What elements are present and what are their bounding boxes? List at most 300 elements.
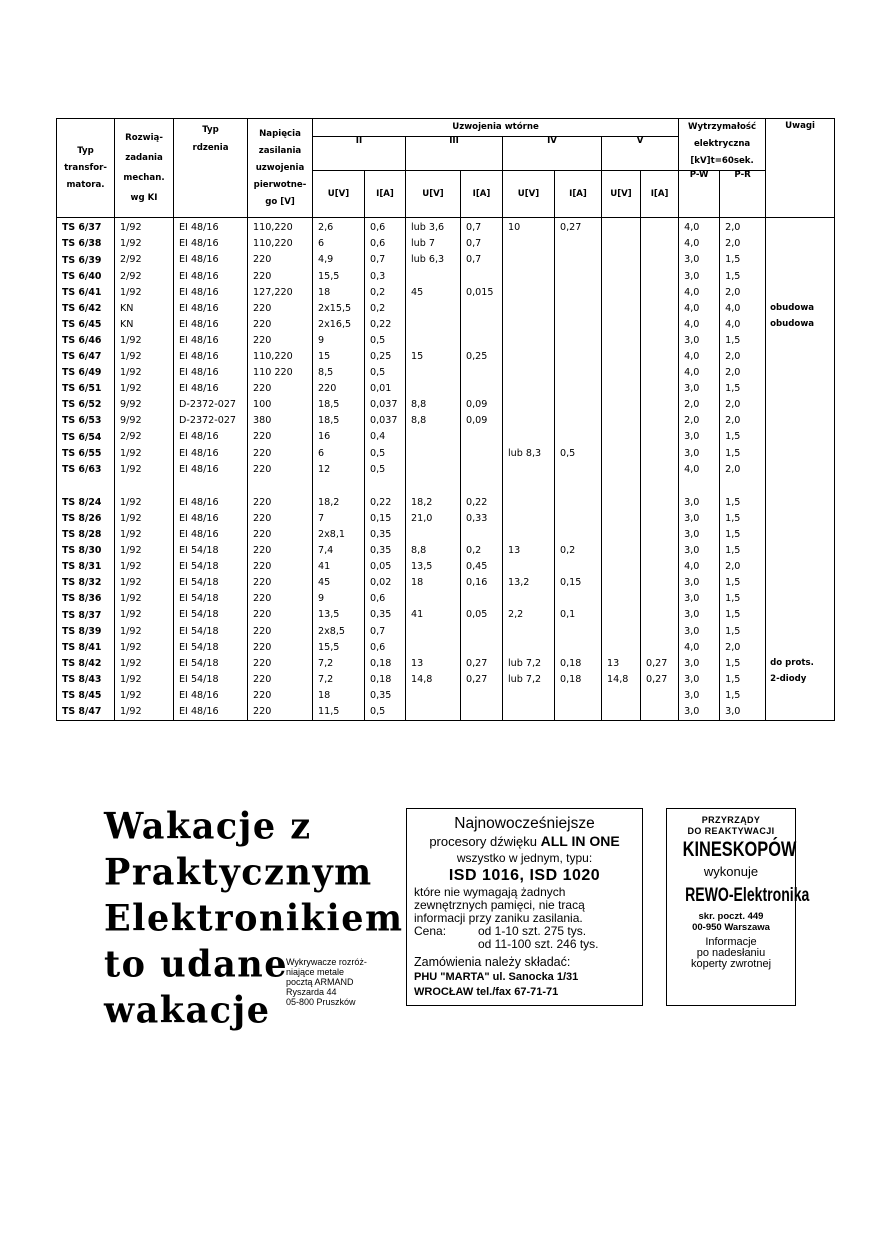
table-cell	[641, 317, 679, 333]
slogan-line: Elektronikiem	[104, 897, 404, 941]
table-cell: 0,037	[365, 397, 406, 413]
table-cell	[555, 284, 602, 300]
table-cell: 3,0	[679, 575, 720, 591]
table-cell	[766, 591, 835, 607]
table-cell: 1,5	[720, 591, 766, 607]
table-cell: 13	[406, 655, 461, 671]
table-cell: 1,5	[720, 688, 766, 704]
table-cell: 127,220	[248, 284, 313, 300]
table-cell: 0,09	[461, 413, 503, 429]
table-cell: 1,5	[720, 429, 766, 445]
table-cell: 220	[248, 511, 313, 527]
table-cell	[641, 445, 679, 461]
ad-address: skr. poczt. 449	[698, 911, 764, 922]
header-i: I[A]	[461, 171, 503, 218]
table-cell: EI 54/18	[174, 672, 248, 688]
table-cell: EI 54/18	[174, 575, 248, 591]
table-cell	[555, 495, 602, 511]
table-cell	[641, 413, 679, 429]
table-cell: 9/92	[115, 397, 174, 413]
table-cell	[555, 317, 602, 333]
table-cell: 1/92	[115, 365, 174, 381]
table-cell: 0,5	[555, 445, 602, 461]
table-cell: 2/92	[115, 252, 174, 268]
table-cell: 1,5	[720, 575, 766, 591]
ad-line: procesory dźwięku ALL IN ONE	[429, 833, 620, 849]
table-cell	[503, 365, 555, 381]
table-cell	[461, 478, 503, 495]
transformer-type-cell: TS 8/30	[57, 543, 115, 559]
table-cell	[461, 591, 503, 607]
transformer-type-cell: TS 6/40	[57, 268, 115, 284]
table-row	[57, 333, 835, 349]
table-cell	[602, 284, 641, 300]
table-cell	[406, 704, 461, 721]
table-cell: 0,2	[365, 284, 406, 300]
transformer-type-cell: TS 6/53	[57, 413, 115, 429]
transformer-type-cell	[57, 478, 115, 495]
table-cell	[503, 639, 555, 655]
table-cell: 220	[248, 268, 313, 284]
table-cell: 2,0	[720, 236, 766, 252]
table-cell	[641, 511, 679, 527]
table-cell	[641, 300, 679, 316]
table-cell: EI 48/16	[174, 236, 248, 252]
table-cell: 2x16,5	[313, 317, 365, 333]
table-cell	[602, 365, 641, 381]
table-cell: 3,0	[679, 333, 720, 349]
slogan-line: Wakacje z	[104, 805, 312, 849]
table-cell	[503, 317, 555, 333]
table-row	[57, 623, 835, 639]
table-cell: 1,5	[720, 333, 766, 349]
transformer-type-cell: TS 8/39	[57, 623, 115, 639]
table-row	[57, 672, 835, 688]
table-cell: KN	[115, 317, 174, 333]
table-row	[57, 413, 835, 429]
table-cell: 2,0	[679, 397, 720, 413]
table-cell	[602, 333, 641, 349]
table-cell: 220	[248, 429, 313, 445]
slogan-line: to udane	[104, 943, 289, 987]
table-cell: 220	[248, 591, 313, 607]
ad-address: PHU "MARTA" ul. Sanocka 1/31	[414, 971, 579, 983]
table-cell: obudowa	[766, 300, 835, 316]
transformer-type-cell: TS 8/28	[57, 527, 115, 543]
table-cell: 4,0	[679, 365, 720, 381]
table-cell	[641, 333, 679, 349]
table-cell	[641, 575, 679, 591]
table-cell	[766, 365, 835, 381]
table-cell	[461, 381, 503, 397]
table-cell: 0,5	[365, 461, 406, 477]
table-cell	[503, 559, 555, 575]
table-cell	[602, 639, 641, 655]
table-cell	[406, 591, 461, 607]
table-cell	[602, 349, 641, 365]
table-cell	[766, 413, 835, 429]
table-cell	[503, 429, 555, 445]
table-cell: EI 48/16	[174, 511, 248, 527]
table-cell: 2,2	[503, 607, 555, 623]
table-cell: 1,5	[720, 655, 766, 671]
table-cell: EI 48/16	[174, 429, 248, 445]
transformer-type-cell: TS 6/49	[57, 365, 115, 381]
table-cell: 1/92	[115, 591, 174, 607]
ad-price: Cena: od 1-10 szt. 275 tys.	[414, 924, 587, 938]
table-cell	[555, 429, 602, 445]
table-cell: 1,5	[720, 623, 766, 639]
table-cell: EI 48/16	[174, 333, 248, 349]
table-cell: 1/92	[115, 218, 174, 237]
table-cell	[406, 429, 461, 445]
table-cell	[461, 527, 503, 543]
table-cell: 0,18	[365, 672, 406, 688]
table-cell: 0,35	[365, 543, 406, 559]
header-u: U[V]	[503, 171, 555, 218]
table-cell	[555, 511, 602, 527]
table-cell: 0,7	[461, 236, 503, 252]
table-row	[57, 397, 835, 413]
table-cell	[602, 252, 641, 268]
table-cell: 7,2	[313, 655, 365, 671]
table-cell: 4,0	[679, 639, 720, 655]
header-mechanical-solution: Rozwią- zadania mechan. wg KI	[115, 119, 174, 218]
table-cell: 3,0	[679, 607, 720, 623]
transformer-type-cell: TS 8/36	[57, 591, 115, 607]
table-cell	[602, 461, 641, 477]
table-cell	[602, 623, 641, 639]
table-cell: 0,05	[365, 559, 406, 575]
table-cell	[406, 527, 461, 543]
table-cell: 45	[406, 284, 461, 300]
ad-line: zewnętrznych pamięci, nie tracą	[414, 898, 585, 912]
table-cell	[641, 607, 679, 623]
table-cell: 100	[248, 397, 313, 413]
table-cell: 1/92	[115, 527, 174, 543]
table-cell	[766, 349, 835, 365]
table-cell: 0,09	[461, 397, 503, 413]
table-cell: 18,5	[313, 413, 365, 429]
table-cell	[641, 397, 679, 413]
ad-company: REWO-Elektronika	[685, 885, 810, 906]
table-cell	[766, 704, 835, 721]
table-cell	[602, 527, 641, 543]
table-cell: 7	[313, 511, 365, 527]
table-cell: 3,0	[679, 381, 720, 397]
table-cell: 0,6	[365, 236, 406, 252]
table-cell: 1,5	[720, 252, 766, 268]
transformer-type-cell: TS 6/42	[57, 300, 115, 316]
header-supply-voltage: Napięcia zasilania uzwojenia pierwotne- go [V]	[248, 119, 313, 218]
table-cell	[461, 461, 503, 477]
table-row	[57, 559, 835, 575]
table-cell: EI 54/18	[174, 543, 248, 559]
table-cell	[406, 688, 461, 704]
table-cell: 3,0	[679, 623, 720, 639]
table-cell: 110,220	[248, 218, 313, 237]
table-cell: lub 7,2	[503, 655, 555, 671]
table-cell: 1,5	[720, 268, 766, 284]
ad-line: Zamówienia należy składać:	[414, 955, 571, 969]
header-electric-strength: Wytrzymałość elektryczna [kV]t=60sek.	[679, 119, 766, 171]
table-cell	[555, 268, 602, 284]
table-cell	[406, 639, 461, 655]
table-cell	[641, 704, 679, 721]
table-cell: lub 6,3	[406, 252, 461, 268]
transformer-type-cell: TS 6/55	[57, 445, 115, 461]
table-cell	[555, 478, 602, 495]
transformer-type-cell: TS 6/54	[57, 429, 115, 445]
table-cell: 13,5	[313, 607, 365, 623]
table-cell: 8,8	[406, 413, 461, 429]
table-cell	[555, 704, 602, 721]
table-cell: 2x8,5	[313, 623, 365, 639]
table-cell: 3,0	[679, 252, 720, 268]
table-cell: 2x15,5	[313, 300, 365, 316]
table-cell	[503, 704, 555, 721]
table-cell: 0,1	[555, 607, 602, 623]
table-cell: 2,0	[720, 365, 766, 381]
table-cell: 0,15	[555, 575, 602, 591]
table-cell	[461, 623, 503, 639]
table-cell	[406, 445, 461, 461]
table-cell	[766, 559, 835, 575]
transformer-type-cell: TS 8/41	[57, 639, 115, 655]
table-cell: 15	[406, 349, 461, 365]
table-row	[57, 575, 835, 591]
rewo-kinescope-ad	[666, 808, 810, 1006]
table-cell: 3,0	[679, 543, 720, 559]
table-cell: 220	[248, 543, 313, 559]
table-cell: 13	[602, 655, 641, 671]
table-cell	[461, 365, 503, 381]
table-cell	[641, 381, 679, 397]
table-cell: 2x8,1	[313, 527, 365, 543]
table-cell	[766, 543, 835, 559]
table-row	[57, 495, 835, 511]
table-cell	[555, 333, 602, 349]
table-row	[57, 381, 835, 397]
table-cell	[602, 591, 641, 607]
table-row	[57, 639, 835, 655]
table-cell: 1,5	[720, 495, 766, 511]
table-cell: 9	[313, 591, 365, 607]
header-transformer-type: Typ transfor- matora.	[57, 119, 115, 218]
table-cell: 2,0	[679, 413, 720, 429]
table-cell	[766, 333, 835, 349]
table-cell: 4,0	[679, 461, 720, 477]
table-cell: 7,4	[313, 543, 365, 559]
table-cell: 12	[313, 461, 365, 477]
table-cell: 0,16	[461, 575, 503, 591]
table-cell: 2,6	[313, 218, 365, 237]
ad-line: 05-800 Pruszków	[286, 997, 356, 1007]
header-pr: P-R	[720, 171, 766, 218]
table-cell: 0,4	[365, 429, 406, 445]
table-row	[57, 429, 835, 445]
table-cell	[641, 688, 679, 704]
table-cell	[503, 333, 555, 349]
table-row	[57, 688, 835, 704]
table-cell: 0,27	[461, 672, 503, 688]
table-cell	[602, 511, 641, 527]
table-cell: 3,0	[679, 527, 720, 543]
table-cell	[766, 445, 835, 461]
table-cell	[555, 349, 602, 365]
transformer-type-cell: TS 8/43	[57, 672, 115, 688]
table-cell: 13,5	[406, 559, 461, 575]
table-cell: EI 48/16	[174, 381, 248, 397]
table-cell: 41	[406, 607, 461, 623]
table-cell: 3,0	[679, 445, 720, 461]
table-cell	[766, 495, 835, 511]
table-cell: 1/92	[115, 461, 174, 477]
ad-line: informacji przy zaniku zasilania.	[414, 911, 583, 925]
table-cell	[641, 495, 679, 511]
ad-heading: KINESKOPÓW	[682, 838, 797, 861]
table-cell	[248, 478, 313, 495]
table-cell: 220	[248, 300, 313, 316]
table-cell	[766, 397, 835, 413]
table-cell: 0,27	[641, 655, 679, 671]
table-row	[57, 365, 835, 381]
table-cell	[503, 495, 555, 511]
table-cell	[406, 333, 461, 349]
table-cell: 1/92	[115, 639, 174, 655]
table-cell: 2,0	[720, 559, 766, 575]
table-cell: 1,5	[720, 381, 766, 397]
table-cell	[461, 300, 503, 316]
table-cell	[555, 688, 602, 704]
table-cell: 4,0	[679, 300, 720, 316]
table-cell	[555, 397, 602, 413]
table-cell: 3,0	[720, 704, 766, 721]
table-cell	[602, 607, 641, 623]
table-cell: 2,0	[720, 349, 766, 365]
table-cell	[555, 591, 602, 607]
ad-line: DO REAKTYWACJI	[687, 826, 775, 836]
table-cell: 6	[313, 445, 365, 461]
table-cell: 0,27	[555, 218, 602, 237]
table-cell: 0,015	[461, 284, 503, 300]
table-cell: 2,0	[720, 461, 766, 477]
table-cell	[503, 478, 555, 495]
table-cell: 8,5	[313, 365, 365, 381]
table-row	[57, 268, 835, 284]
table-cell: 18,2	[406, 495, 461, 511]
table-cell	[641, 639, 679, 655]
table-cell: 0,35	[365, 527, 406, 543]
ad-line: Ryszarda 44	[286, 987, 337, 997]
header-winding-iii: III	[406, 137, 503, 171]
transformer-type-cell: TS 6/37	[57, 218, 115, 237]
table-cell: 220	[248, 445, 313, 461]
table-cell: 16	[313, 429, 365, 445]
table-cell: 0,27	[461, 655, 503, 671]
table-cell	[503, 381, 555, 397]
table-body	[57, 218, 835, 721]
table-cell: 0,25	[461, 349, 503, 365]
table-cell: 110,220	[248, 236, 313, 252]
table-cell: EI 48/16	[174, 349, 248, 365]
transformer-type-cell: TS 6/51	[57, 381, 115, 397]
table-row	[57, 607, 835, 623]
table-cell: EI 48/16	[174, 688, 248, 704]
slogan-line: wakacje	[104, 989, 271, 1033]
table-cell: 45	[313, 575, 365, 591]
header-i: I[A]	[365, 171, 406, 218]
table-cell	[406, 478, 461, 495]
table-cell	[461, 445, 503, 461]
header-u: U[V]	[406, 171, 461, 218]
header-winding-v: V	[602, 137, 679, 171]
table-cell: 220	[248, 639, 313, 655]
table-cell: 18	[313, 688, 365, 704]
table-row	[57, 300, 835, 316]
table-cell	[641, 429, 679, 445]
table-cell: 0,18	[555, 672, 602, 688]
header-remarks: Uwagi	[766, 119, 835, 218]
table-cell	[602, 397, 641, 413]
table-cell	[503, 397, 555, 413]
ad-heading: Najnowocześniejsze	[454, 815, 595, 832]
table-cell: 110,220	[248, 349, 313, 365]
table-cell	[602, 300, 641, 316]
header-winding-iv: IV	[503, 137, 602, 171]
table-cell: 0,18	[555, 655, 602, 671]
table-cell: 1/92	[115, 688, 174, 704]
table-row	[57, 349, 835, 365]
table-cell	[555, 527, 602, 543]
table-row	[57, 591, 835, 607]
table-cell: 4,0	[720, 317, 766, 333]
table-cell: 4,0	[679, 284, 720, 300]
transformer-type-cell: TS 8/45	[57, 688, 115, 704]
table-cell: 18,5	[313, 397, 365, 413]
table-cell: EI 54/18	[174, 655, 248, 671]
table-row	[57, 218, 835, 237]
transformer-type-cell: TS 6/41	[57, 284, 115, 300]
ad-phone: WROCŁAW tel./fax 67-71-71	[414, 986, 559, 998]
table-row	[57, 543, 835, 559]
table-cell	[503, 349, 555, 365]
table-cell: 0,7	[461, 218, 503, 237]
table-cell: 1/92	[115, 333, 174, 349]
table-row	[57, 236, 835, 252]
table-cell: 0,3	[365, 268, 406, 284]
table-cell	[461, 639, 503, 655]
table-cell: 4,0	[679, 559, 720, 575]
ad-line: pocztą ARMAND	[286, 977, 354, 987]
table-cell	[602, 236, 641, 252]
table-cell	[555, 559, 602, 575]
table-cell: 0,2	[461, 543, 503, 559]
transformer-type-cell: TS 8/42	[57, 655, 115, 671]
table-cell: 14,8	[602, 672, 641, 688]
ad-line: po nadesłaniu	[696, 947, 766, 959]
table-cell	[641, 559, 679, 575]
header-i: I[A]	[641, 171, 679, 218]
table-cell: 0,6	[365, 218, 406, 237]
table-cell: 0,5	[365, 445, 406, 461]
table-cell: 220	[248, 672, 313, 688]
transformer-type-cell: TS 6/52	[57, 397, 115, 413]
table-cell	[503, 413, 555, 429]
table-cell: 0,27	[641, 672, 679, 688]
table-cell: 10	[503, 218, 555, 237]
table-cell	[406, 300, 461, 316]
